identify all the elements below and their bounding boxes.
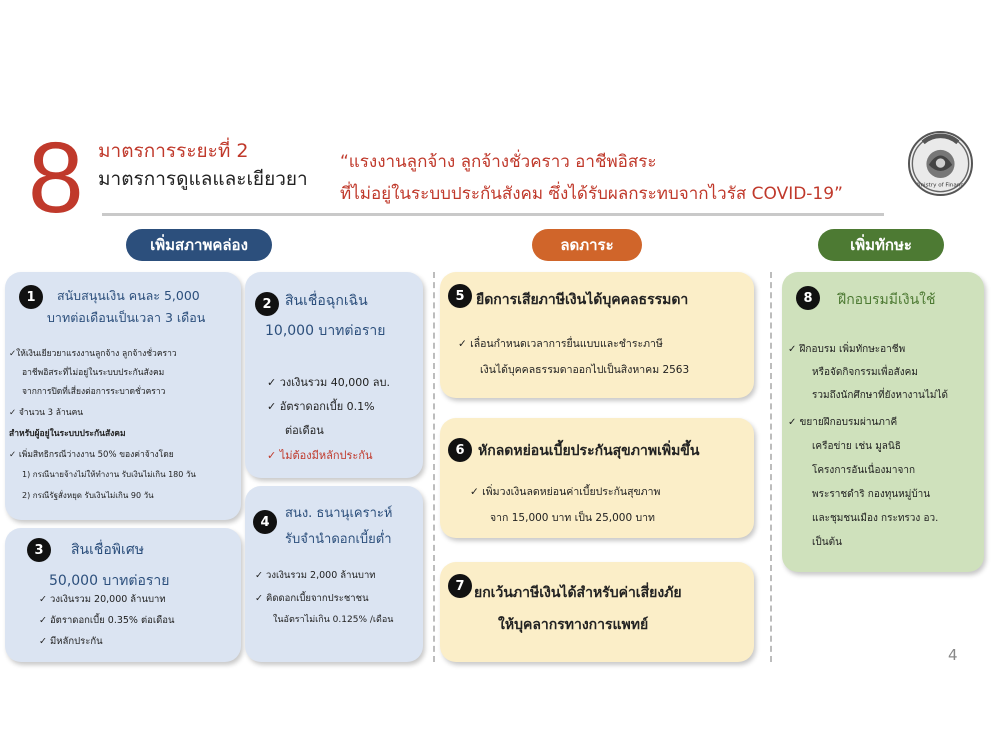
big-number: 8 — [28, 122, 84, 234]
column-divider-left — [433, 272, 435, 662]
bullet-text: ✓ ขยายฝึกอบรมผ่านภาคี — [788, 417, 898, 428]
column-divider-right — [770, 272, 772, 662]
bullet-text: ✓ ฝึกอบรม เพิ่มทักษะอาชีพ — [788, 344, 906, 355]
measure-number-badge: 7 — [448, 574, 472, 598]
emblem-icon — [910, 133, 971, 194]
measure-title-line-1: สินเชื่อพิเศษ — [71, 542, 144, 558]
quote-line-2: ที่ไม่อยู่ในระบบประกันสังคม ซึ่งได้รับผลกระทบจากไวรัส COVID-19” — [340, 184, 843, 204]
ministry-of-finance-logo — [908, 131, 973, 196]
bullet-text: โครงการอันเนื่องมาจาก — [812, 465, 916, 476]
measure-card-5 — [440, 272, 754, 398]
measure-card-8 — [782, 272, 984, 572]
category-burden: ลดภาระ — [532, 229, 642, 261]
measure-title-line-2: 10,000 บาทต่อราย — [265, 323, 386, 339]
bullet-text: ✓ วงเงินรวม 2,000 ล้านบาท — [255, 570, 376, 581]
bullet-text: ✓ อัตราดอกเบี้ย 0.1% — [267, 400, 375, 413]
measure-title-line-1: สนับสนุนเงิน คนละ 5,000 — [57, 288, 200, 303]
measure-title-line-2: บาทต่อเดือนเป็นเวลา 3 เดือน — [47, 310, 206, 325]
bullet-text: หรือจัดกิจกรรมเพื่อสังคม — [812, 367, 918, 378]
measure-card-2 — [245, 272, 423, 478]
bullet-text: เครือข่าย เช่น มูลนิธิ — [812, 441, 901, 452]
measure-title: ยืดการเสียภาษีเงินได้บุคคลธรรมดา — [476, 292, 689, 308]
bullet-text: ✓ อัตราดอกเบี้ย 0.35% ต่อเดือน — [39, 615, 175, 626]
target-group-quote — [340, 146, 843, 210]
measure-title-line-1: สนง. ธนานุเคราะห์ — [285, 506, 393, 521]
measure-title-line-1: ยกเว้นภาษีเงินได้สำหรับค่าเสี่ยงภัย — [474, 585, 682, 601]
bullet-text: จาก 15,000 บาท เป็น 25,000 บาท — [490, 512, 655, 524]
bullet-text: ✓ เลื่อนกำหนดเวลาการยื่นแบบและชำระภาษี — [458, 338, 663, 350]
bullet-subtext: 1) กรณีนายจ้างไม่ให้ทำงาน รับเงินไม่เกิน 180 วัน — [22, 470, 196, 479]
measure-card-1 — [5, 272, 241, 520]
measure-card-4 — [245, 486, 423, 662]
measure-title-line-2: 50,000 บาทต่อราย — [49, 573, 170, 589]
measure-number-badge: 6 — [448, 438, 472, 462]
measure-title-line-1: สินเชื่อฉุกเฉิน — [285, 293, 368, 309]
bullet-text: เป็นต้น — [812, 537, 842, 548]
bullet-text: ✓ เพิ่มสิทธิกรณีว่างงาน 50% ของค่าจ้างโดย — [9, 450, 174, 460]
category-liquidity: เพิ่มสภาพคล่อง — [126, 229, 272, 261]
page-number: 4 — [948, 646, 958, 664]
measure-title-line-2: รับจำนำดอกเบี้ยต่ำ — [285, 532, 392, 547]
header-divider — [102, 213, 884, 216]
logo-caption: Ministry of Finance — [914, 182, 967, 189]
measure-card-6 — [440, 418, 754, 538]
measure-number-badge: 3 — [27, 538, 51, 562]
measure-title: หักลดหย่อนเบี้ยประกันสุขภาพเพิ่มขึ้น — [478, 443, 700, 459]
bullet-text: จากการปิดที่เสี่ยงต่อการระบาดชั่วคราว — [22, 387, 166, 397]
bullet-text: ✓ให้เงินเยียวยาแรงงานลูกจ้าง ลูกจ้างชั่วคราว — [9, 349, 177, 359]
bullet-text: ✓ มีหลักประกัน — [39, 636, 103, 647]
quote-line-1: “แรงงานลูกจ้าง ลูกจ้างชั่วคราว อาชีพอิสระ — [340, 152, 657, 172]
measure-number-badge: 4 — [253, 510, 277, 534]
measure-title-line-2: ให้บุคลากรทางการแพทย์ — [498, 617, 649, 633]
bullet-text: พระราชดำริ กองทุนหมู่บ้าน — [812, 489, 931, 500]
bullet-text: อาชีพอิสระที่ไม่อยู่ในระบบประกันสังคม — [22, 368, 165, 378]
bullet-text: ✓ จำนวน 3 ล้านคน — [9, 408, 84, 418]
bullet-subtext: 2) กรณีรัฐสั่งหยุด รับเงินไม่เกิน 90 วัน — [22, 491, 154, 500]
measure-number-badge: 5 — [448, 284, 472, 308]
measure-number-badge: 1 — [19, 285, 43, 309]
bullet-text: ✓ วงเงินรวม 20,000 ล้านบาท — [39, 594, 166, 605]
category-skills: เพิ่มทักษะ — [818, 229, 944, 261]
bullet-text-highlight: ✓ ไม่ต้องมีหลักประกัน — [267, 449, 373, 462]
bullet-text: ✓ เพิ่มวงเงินลดหย่อนค่าเบี้ยประกันสุขภาพ — [470, 486, 661, 498]
bullet-text: รวมถึงนักศึกษาที่ยังหางานไม่ได้ — [812, 390, 949, 401]
sso-subheader: สำหรับผู้อยู่ในระบบประกันสังคม — [9, 429, 126, 439]
bullet-text: เงินได้บุคคลธรรมดาออกไปเป็นสิงหาคม 2563 — [480, 364, 690, 376]
measure-card-7 — [440, 562, 754, 662]
phase-title: มาตรการระยะที่ 2 — [98, 140, 249, 162]
measure-title: ฝึกอบรมมีเงินใช้ — [838, 292, 936, 308]
bullet-text: ✓ คิดดอกเบี้ยจากประชาชน — [255, 593, 369, 604]
bullet-text: ต่อเดือน — [285, 424, 324, 437]
bullet-text: ในอัตราไม่เกิน 0.125% /เดือน — [273, 615, 394, 625]
bullet-text: และชุมชนเมือง กระทรวง อว. — [812, 513, 939, 524]
bullet-text: ✓ วงเงินรวม 40,000 ลบ. — [267, 376, 390, 389]
measure-subtitle: มาตรการดูแลและเยียวยา — [98, 168, 308, 190]
measure-number-badge: 2 — [255, 292, 279, 316]
measure-card-3 — [5, 528, 241, 662]
measure-number-badge: 8 — [796, 286, 820, 310]
